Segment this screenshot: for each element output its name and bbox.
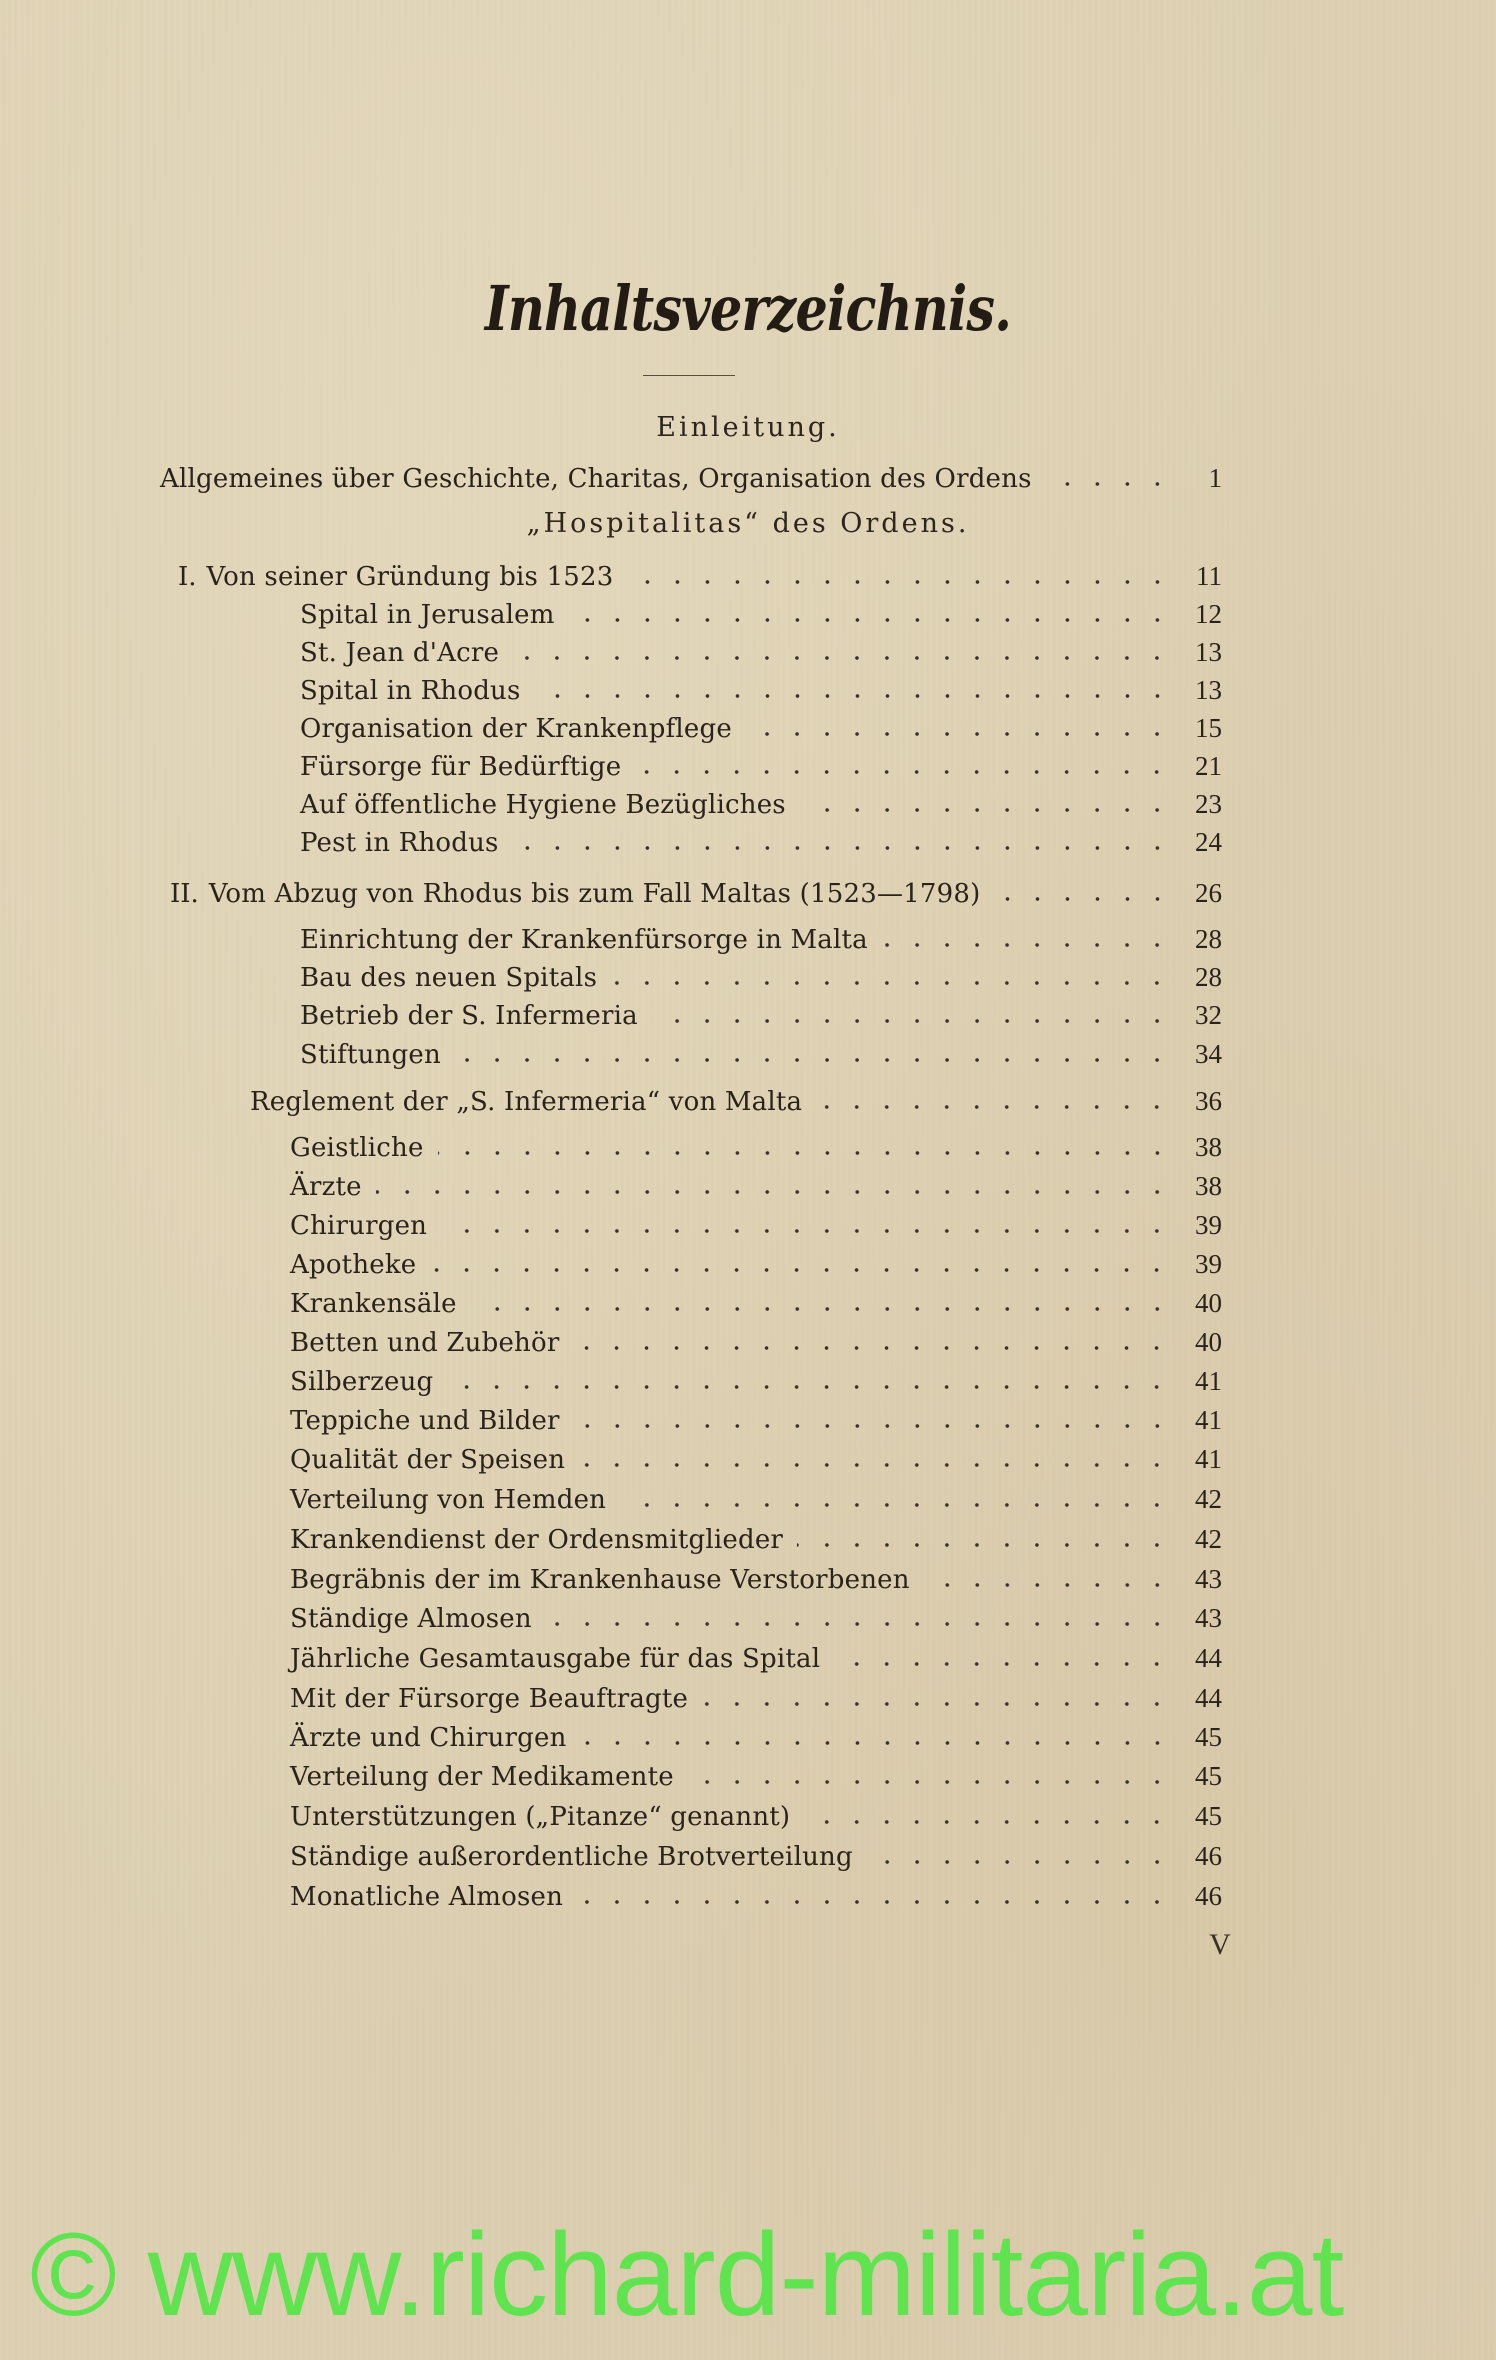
dot-leader: [569, 618, 1172, 622]
toc-entry-label: Qualität der Speisen: [290, 1445, 566, 1475]
dot-leader: [471, 1307, 1172, 1311]
page-folio: V: [1209, 1928, 1231, 1961]
dot-leader: [800, 808, 1172, 812]
dot-leader: [611, 981, 1172, 985]
dot-leader: [620, 1503, 1172, 1507]
toc-entry-label: Auf öffentliche Hygiene Bezügliches: [300, 790, 786, 820]
toc-entry-page: 46: [1195, 1841, 1222, 1871]
toc-entry-page: 45: [1195, 1761, 1222, 1791]
dot-leader: [746, 732, 1172, 736]
toc-entry-page: 40: [1195, 1327, 1222, 1357]
toc-entry-page: 15: [1195, 713, 1222, 743]
dot-leader: [635, 770, 1172, 774]
dot-leader: [535, 694, 1172, 698]
toc-entry-page: 36: [1195, 1086, 1222, 1116]
toc-entry-page: 13: [1195, 675, 1222, 705]
toc-entry-page: 43: [1195, 1603, 1222, 1633]
toc-entry: [300, 1032, 1222, 1070]
toc-entry: [300, 993, 1222, 1031]
title-divider: [643, 375, 735, 376]
dot-leader: [455, 1058, 1172, 1062]
toc-entry: [300, 668, 1222, 706]
toc-entry-page: 44: [1195, 1683, 1222, 1713]
toc-entry: [290, 1398, 1222, 1436]
toc-entry-page: 46: [1195, 1881, 1222, 1911]
toc-entry-label: Bau des neuen Spitals: [300, 963, 598, 993]
toc-chapter: [170, 871, 1222, 909]
toc-entry-page: 28: [1195, 924, 1222, 954]
toc-chapter: [178, 554, 1222, 592]
toc-entry: [290, 1596, 1222, 1634]
toc-entry-page: 34: [1195, 1039, 1222, 1069]
toc-entry: [290, 1281, 1222, 1319]
toc-entry-page: 43: [1195, 1564, 1222, 1594]
toc-entry-label: Geistliche: [290, 1133, 424, 1163]
toc-entry: [290, 1125, 1222, 1163]
toc-entry-page: 13: [1195, 637, 1222, 667]
toc-entry-page: 28: [1195, 962, 1222, 992]
toc-entry-label: Begräbnis der im Krankenhause Verstorbenen: [290, 1565, 910, 1595]
toc-entry-label: Ständige Almosen: [290, 1604, 532, 1634]
toc-entry: [300, 744, 1222, 782]
toc-entry: [300, 592, 1222, 630]
toc-entry-label: Krankensäle: [290, 1289, 457, 1319]
toc-entry: [300, 917, 1222, 955]
toc-entry: [290, 1477, 1222, 1515]
dot-leader: [816, 1105, 1172, 1109]
toc-entry-label: Ärzte: [290, 1172, 362, 1202]
section-heading-hospitalitas: „Hospitalitas“ des Ordens.: [526, 508, 970, 539]
toc-entry-label: Krankendienst der Ordensmitglieder: [290, 1525, 784, 1555]
dot-leader: [546, 1622, 1172, 1626]
toc-entry-page: 42: [1195, 1524, 1222, 1554]
toc-entry-page: 23: [1195, 789, 1222, 819]
toc-entry-page: 1: [1208, 463, 1222, 493]
toc-entry-label: Jährliche Gesamtausgabe für das Spital: [290, 1644, 821, 1674]
toc-entry-label: Apotheke: [290, 1250, 417, 1280]
dot-leader: [376, 1190, 1172, 1194]
dot-leader: [513, 846, 1172, 850]
dot-leader: [867, 1860, 1172, 1864]
toc-entry-page: 32: [1195, 1000, 1222, 1030]
toc-entry-label: Fürsorge für Bedürftige: [300, 752, 622, 782]
dot-leader: [441, 1229, 1172, 1233]
toc-entry: [290, 1359, 1222, 1397]
chapter-number: II.: [170, 879, 199, 909]
dot-leader: [573, 1346, 1172, 1350]
toc-entry: [290, 1636, 1222, 1674]
dot-leader: [702, 1702, 1172, 1706]
toc-entry: [290, 1715, 1222, 1753]
toc-entry: [290, 1320, 1222, 1358]
toc-entry-page: 11: [1196, 561, 1222, 591]
toc-entry-label: Ständige außerordentliche Brotverteilung: [290, 1842, 853, 1872]
toc-entry-page: 42: [1195, 1484, 1222, 1514]
dot-leader: [797, 1543, 1172, 1547]
toc-entry-page: 24: [1195, 827, 1222, 857]
toc-entry: [290, 1874, 1222, 1912]
toc-entry-label: Verteilung der Medikamente: [290, 1762, 674, 1792]
toc-entry: [290, 1754, 1222, 1792]
toc-entry-page: 39: [1195, 1249, 1222, 1279]
toc-entry-page: 41: [1195, 1444, 1222, 1474]
toc-entry: [290, 1834, 1222, 1872]
dot-leader: [1046, 482, 1172, 486]
toc-entry: [290, 1676, 1222, 1714]
dot-leader: [579, 1463, 1172, 1467]
copyright-watermark: © www.richard-militaria.at: [30, 2209, 1344, 2341]
dot-leader: [577, 1900, 1172, 1904]
toc-entry-label: Spital in Jerusalem: [300, 600, 555, 630]
toc-entry-page: 21: [1195, 751, 1222, 781]
toc-entry-label: Teppiche und Bilder: [290, 1406, 560, 1436]
dot-leader: [438, 1151, 1172, 1155]
toc-entry-label: Stiftungen: [300, 1040, 441, 1070]
toc-entry: [290, 1794, 1222, 1832]
toc-entry-label: Betten und Zubehör: [290, 1328, 560, 1358]
dot-leader: [430, 1268, 1172, 1272]
toc-subsection: [250, 1079, 1222, 1117]
toc-entry: [160, 456, 1222, 494]
toc-entry-label: Spital in Rhodus: [300, 676, 521, 706]
toc-entry-label: Verteilung von Hemden: [290, 1485, 607, 1515]
toc-entry-page: 40: [1195, 1288, 1222, 1318]
toc-entry: [300, 630, 1222, 668]
toc-entry: [300, 955, 1222, 993]
toc-entry-label: Organisation der Krankenpflege: [300, 714, 732, 744]
toc-entry-page: 38: [1195, 1132, 1222, 1162]
toc-entry: [290, 1437, 1222, 1475]
toc-entry-label: Ärzte und Chirurgen: [290, 1723, 567, 1753]
toc-entry-page: 45: [1195, 1801, 1222, 1831]
toc-entry-page: 38: [1195, 1171, 1222, 1201]
page-title: Inhaltsverzeichnis.: [484, 272, 1012, 345]
toc-entry-label: Silberzeug: [290, 1367, 434, 1397]
toc-entry: [300, 782, 1222, 820]
toc-entry-label: Unterstützungen („Pitanze“ genannt): [290, 1802, 791, 1832]
dot-leader: [447, 1385, 1172, 1389]
chapter-number: I.: [178, 562, 197, 592]
toc-entry-label: Von seiner Gründung bis 1523: [206, 562, 614, 592]
toc-entry-label: Pest in Rhodus: [300, 828, 499, 858]
dot-leader: [513, 656, 1172, 660]
toc-entry-page: 26: [1195, 878, 1222, 908]
toc-entry-label: Vom Abzug von Rhodus bis zum Fall Maltas (1523—1798): [208, 879, 981, 909]
toc-entry-page: 12: [1195, 599, 1222, 629]
toc-entry: [290, 1557, 1222, 1595]
dot-leader: [924, 1583, 1172, 1587]
toc-entry-label: Einrichtung der Krankenfürsorge in Malta: [300, 925, 868, 955]
dot-leader: [652, 1019, 1172, 1023]
toc-entry: [290, 1164, 1222, 1202]
section-heading-einleitung: Einleitung.: [656, 412, 840, 443]
toc-entry-label: St. Jean d'Acre: [300, 638, 500, 668]
toc-entry-label: Allgemeines über Geschichte, Charitas, Organisation des Ordens: [160, 464, 1032, 494]
dot-leader: [581, 1741, 1172, 1745]
toc-entry: [290, 1203, 1222, 1241]
toc-entry: [290, 1242, 1222, 1280]
dot-leader: [882, 943, 1172, 947]
toc-entry-label: Mit der Fürsorge Beauftragte: [290, 1684, 689, 1714]
dot-leader: [628, 580, 1172, 584]
dot-leader: [804, 1820, 1172, 1824]
toc-entry-page: 41: [1195, 1366, 1222, 1396]
toc-entry-label: Reglement der „S. Infermeria“ von Malta: [250, 1087, 803, 1117]
dot-leader: [574, 1424, 1172, 1428]
toc-entry: [300, 820, 1222, 858]
toc-entry-page: 41: [1195, 1405, 1222, 1435]
toc-entry-page: 39: [1195, 1210, 1222, 1240]
toc-entry-page: 45: [1195, 1722, 1222, 1752]
toc-entry: [300, 706, 1222, 744]
toc-entry-page: 44: [1195, 1643, 1222, 1673]
toc-entry-label: Monatliche Almosen: [290, 1882, 564, 1912]
dot-leader: [995, 897, 1173, 901]
dot-leader: [688, 1780, 1172, 1784]
toc-entry-label: Chirurgen: [290, 1211, 428, 1241]
dot-leader: [834, 1662, 1172, 1666]
toc-entry-label: Betrieb der S. Infermeria: [300, 1001, 638, 1031]
toc-entry: [290, 1517, 1222, 1555]
